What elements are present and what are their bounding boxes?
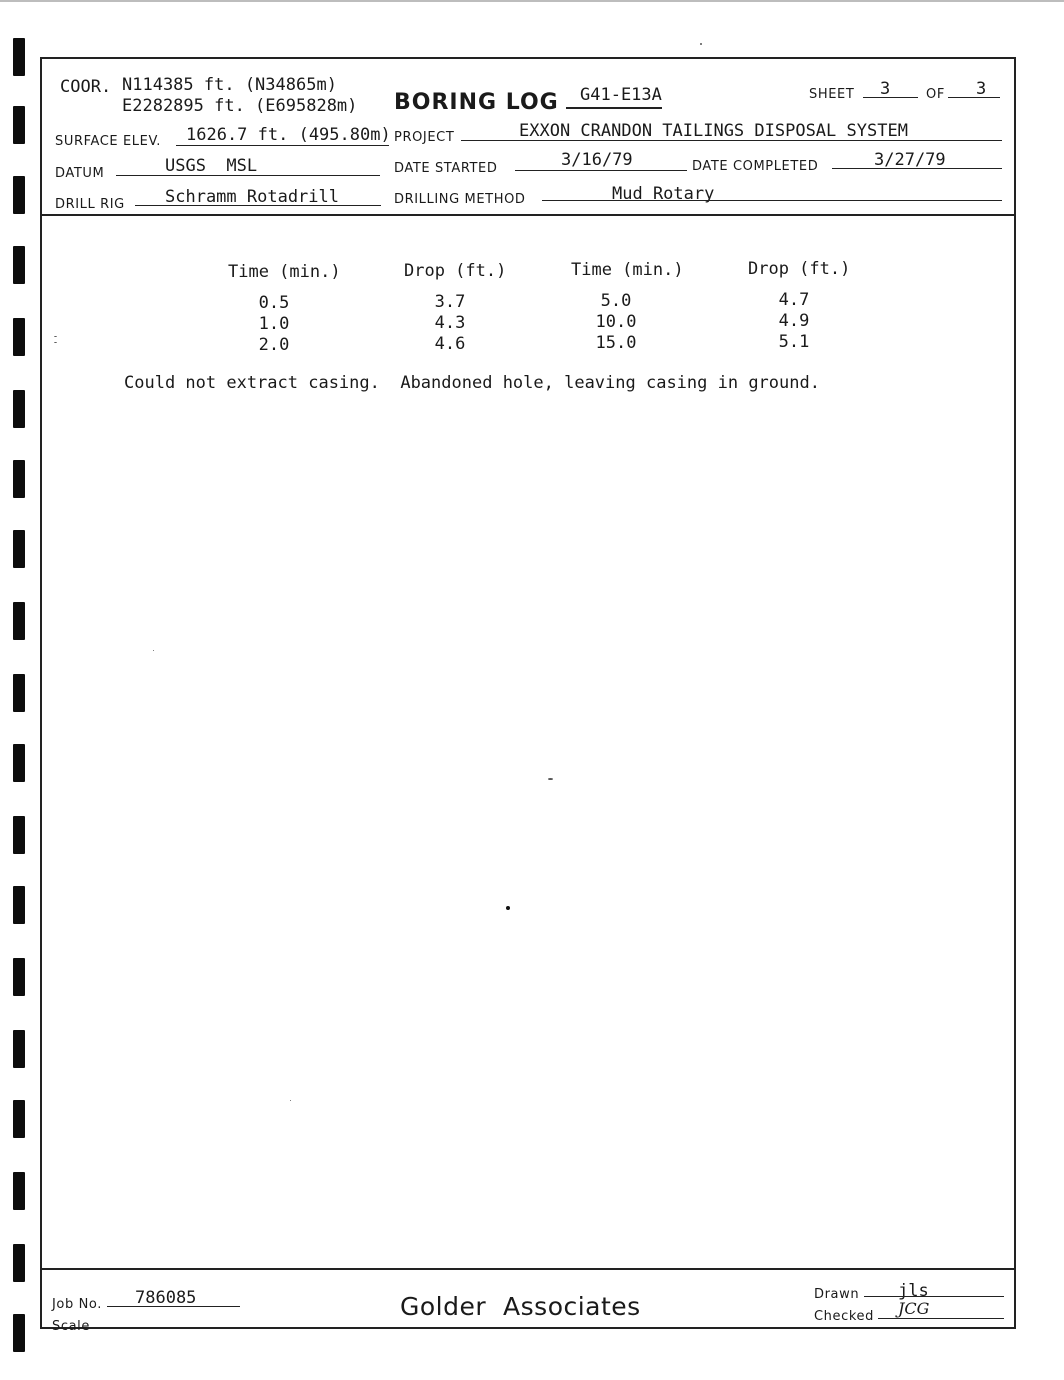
- date-started-label: DATE STARTED: [394, 161, 498, 176]
- scan-speck: [548, 778, 553, 780]
- date-completed-line: [832, 168, 1002, 169]
- sheet-label: SHEET: [809, 87, 855, 102]
- date-started-value: 3/16/79: [561, 150, 633, 170]
- page-title: BORING LOG: [394, 90, 559, 115]
- binder-mark: [13, 602, 25, 640]
- coor-prefix: COOR.: [60, 77, 112, 97]
- binder-mark: [13, 176, 25, 214]
- scan-top-edge: [0, 0, 1064, 2]
- header-divider: [40, 214, 1016, 216]
- column-header: Time (min.): [571, 260, 684, 280]
- table-cell: 4.3: [434, 313, 466, 333]
- checked-initials: JCG: [898, 1299, 930, 1318]
- binder-mark: [13, 1172, 25, 1210]
- project-label: PROJECT: [394, 130, 455, 145]
- datum-value: USGS MSL: [165, 156, 258, 176]
- table-column: [584, 291, 648, 354]
- surface-elev-value: 1626.7 ft. (495.80m): [186, 125, 391, 145]
- binder-mark: [13, 958, 25, 996]
- scan-speck: [153, 650, 154, 651]
- scan-speck: [54, 342, 57, 343]
- binder-mark: [13, 246, 25, 284]
- drawn-initials: jls: [898, 1281, 929, 1301]
- form-frame: [40, 57, 1016, 1329]
- coor-east: E2282895 ft. (E695828m): [122, 96, 358, 116]
- table-cell: 5.0: [600, 291, 632, 311]
- scale-line: [91, 1328, 240, 1329]
- drill-rig-line: [135, 205, 381, 206]
- binder-mark: [13, 744, 25, 782]
- drawn-line: [864, 1296, 1004, 1297]
- checked-line: [878, 1318, 1004, 1319]
- footer-divider: [40, 1268, 1016, 1270]
- binder-mark: [13, 886, 25, 924]
- drilling-method-value: Mud Rotary: [612, 184, 715, 204]
- binder-mark: [13, 530, 25, 568]
- sheet-number-line: [863, 97, 918, 98]
- binder-mark: [13, 106, 25, 144]
- surface-elev-line: [176, 145, 389, 146]
- datum-line: [116, 175, 380, 176]
- binder-mark: [13, 1244, 25, 1282]
- binder-mark: [13, 460, 25, 498]
- datum-label: DATUM: [55, 166, 105, 181]
- table-cell: 1.0: [258, 314, 290, 334]
- column-header: Time (min.): [228, 262, 341, 282]
- boring-id: G41-E13A: [580, 85, 662, 105]
- table-cell: 4.7: [778, 290, 810, 310]
- table-cell: 3.7: [434, 292, 466, 312]
- drilling-method-line: [542, 200, 1002, 201]
- project-line: [461, 140, 1002, 141]
- binder-mark: [13, 390, 25, 428]
- table-cell: 15.0: [595, 333, 637, 353]
- scale-label: Scale: [52, 1319, 90, 1334]
- drilling-method-label: DRILLING METHOD: [394, 192, 526, 207]
- sheet-number: 3: [880, 79, 891, 99]
- job-no-value: 786085: [135, 1288, 197, 1308]
- surface-elev-label: SURFACE ELEV.: [55, 134, 161, 149]
- scan-speck: [700, 43, 702, 45]
- company-name: Golder Associates: [400, 1292, 641, 1321]
- binder-mark: [13, 318, 25, 356]
- project-value: EXXON CRANDON TAILINGS DISPOSAL SYSTEM: [519, 121, 908, 141]
- date-completed-label: DATE COMPLETED: [692, 159, 819, 174]
- table-column: [420, 292, 480, 355]
- date-started-line: [515, 170, 687, 171]
- column-header: Drop (ft.): [748, 259, 851, 279]
- job-no-label: Job No.: [52, 1297, 102, 1312]
- date-completed-value: 3/27/79: [874, 150, 946, 170]
- sheet-total: 3: [976, 79, 987, 99]
- table-cell: 4.6: [434, 334, 466, 354]
- coor-north: N114385 ft. (N34865m): [122, 75, 337, 95]
- binder-mark: [13, 38, 25, 76]
- column-header: Drop (ft.): [404, 261, 507, 281]
- binder-mark: [13, 1314, 25, 1352]
- checked-label: Checked: [814, 1309, 874, 1324]
- drill-rig-value: Schramm Rotadrill: [165, 187, 339, 207]
- of-label: OF: [926, 87, 945, 102]
- binder-mark: [13, 1030, 25, 1068]
- table-column: [764, 290, 824, 353]
- table-column: [244, 293, 304, 356]
- drill-rig-label: DRILL RIG: [55, 197, 125, 212]
- job-no-line: [107, 1306, 240, 1307]
- drawn-label: Drawn: [814, 1287, 860, 1302]
- table-cell: 0.5: [258, 293, 290, 313]
- binder-mark: [13, 816, 25, 854]
- scan-speck: [54, 336, 57, 337]
- table-cell: 4.9: [778, 311, 810, 331]
- binder-mark: [13, 674, 25, 712]
- remarks-note: Could not extract casing. Abandoned hole, leaving casing in ground.: [124, 373, 820, 393]
- boring-id-underline: [566, 107, 662, 109]
- scan-speck: [290, 1100, 291, 1101]
- table-cell: 10.0: [595, 312, 637, 332]
- table-cell: 2.0: [258, 335, 290, 355]
- binder-mark: [13, 1100, 25, 1138]
- scan-speck: [506, 906, 510, 910]
- table-cell: 5.1: [778, 332, 810, 352]
- sheet-total-line: [948, 97, 1000, 98]
